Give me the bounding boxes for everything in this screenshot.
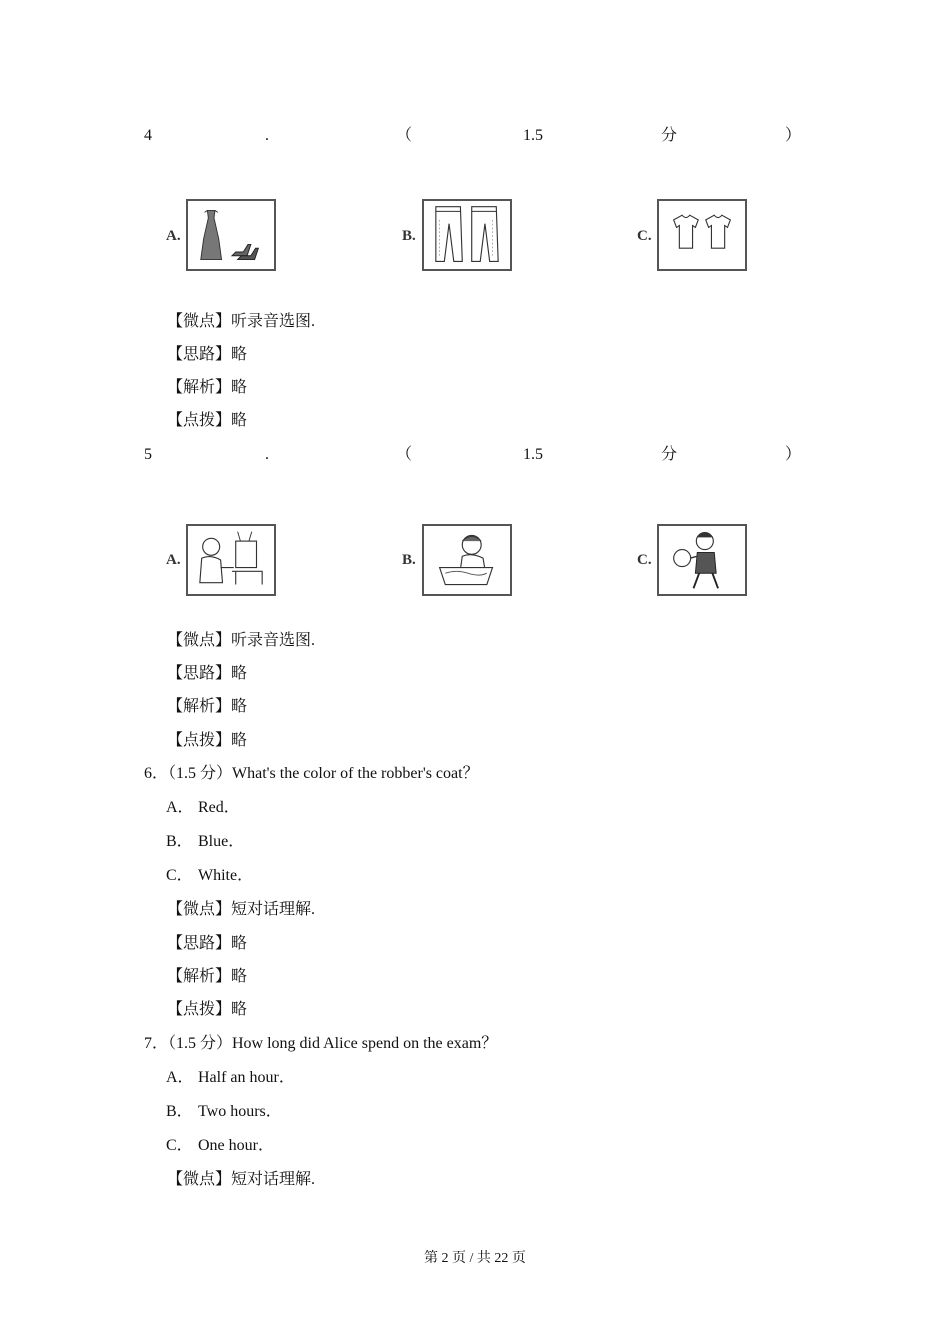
q4-number: 4	[144, 127, 152, 144]
q4-dot: .	[265, 127, 269, 144]
q7-note-keypoint: 【微点】短对话理解.	[167, 1171, 316, 1188]
q5-note-tip: 【点拨】略	[167, 732, 248, 749]
q6-note-approach: 【思路】略	[167, 935, 248, 952]
q4-option-a-label[interactable]: A.	[166, 228, 181, 244]
page-footer: 第 2 页 / 共 22 页	[424, 1251, 526, 1266]
q5-dot: .	[265, 446, 269, 463]
t-shirts-icon	[659, 201, 745, 269]
q4-note-keypoint: 【微点】听录音选图.	[167, 313, 316, 330]
q4-header	[0, 126, 950, 146]
q5-right-paren: ）	[785, 446, 802, 463]
q5-option-c-picture[interactable]	[657, 524, 747, 596]
q4-option-b-picture[interactable]	[422, 199, 512, 271]
q4-option-a-picture[interactable]	[186, 199, 276, 271]
playing-ball-icon	[659, 526, 745, 594]
q5-option-a-picture[interactable]	[186, 524, 276, 596]
q5-option-c-label[interactable]: C.	[637, 552, 652, 568]
q6-option-b-letter: B．	[166, 833, 193, 850]
q4-left-paren: （	[396, 127, 413, 144]
q5-note-approach: 【思路】略	[167, 665, 248, 682]
q7-option-a[interactable]	[166, 1068, 295, 1088]
q4-note-tip: 【点拨】略	[167, 412, 248, 429]
q7-option-a-letter: A．	[166, 1069, 194, 1086]
washing-clothes-icon	[424, 526, 510, 594]
q6-option-a[interactable]	[166, 798, 240, 818]
q6-option-a-letter: A．	[166, 799, 194, 816]
q4-option-c-picture[interactable]	[657, 199, 747, 271]
q7-option-c-text: One hour．	[198, 1137, 274, 1154]
q5-option-a-label[interactable]: A.	[166, 552, 181, 568]
q7-option-c-letter: C．	[166, 1137, 193, 1154]
dress-and-shoes-icon	[188, 201, 274, 269]
trousers-icon	[424, 201, 510, 269]
q5-option-b-label[interactable]: B.	[402, 552, 416, 568]
q6-option-b-text: Blue．	[198, 833, 245, 850]
q7-option-a-text: Half an hour．	[198, 1069, 295, 1086]
q7-option-b-text: Two hours．	[198, 1103, 282, 1120]
q4-option-b-label[interactable]: B.	[402, 228, 416, 244]
q5-note-analysis: 【解析】略	[167, 698, 248, 715]
q7-option-c[interactable]	[166, 1136, 274, 1156]
q7-option-b-letter: B．	[166, 1103, 193, 1120]
q5-number: 5	[144, 446, 152, 463]
q6-option-c-text: White．	[198, 867, 254, 884]
q5-header	[0, 445, 950, 465]
q6-option-a-text: Red．	[198, 799, 240, 816]
q5-option-b-picture[interactable]	[422, 524, 512, 596]
q6-stem: 6．（1.5 分）What's the color of the robber's coat？	[144, 765, 479, 782]
q6-note-tip: 【点拨】略	[167, 1001, 248, 1018]
q5-score-unit: 分	[661, 446, 678, 463]
q4-note-analysis: 【解析】略	[167, 379, 248, 396]
q6-note-keypoint: 【微点】短对话理解.	[167, 901, 316, 918]
cooking-icon	[188, 526, 274, 594]
q4-note-approach: 【思路】略	[167, 346, 248, 363]
q6-option-c[interactable]	[166, 866, 253, 886]
q6-option-b[interactable]	[166, 832, 244, 852]
q4-score-unit: 分	[661, 127, 678, 144]
q4-score: 1.5	[523, 127, 543, 144]
q7-stem: 7．（1.5 分）How long did Alice spend on the exam？	[144, 1035, 498, 1052]
q6-option-c-letter: C．	[166, 867, 193, 884]
q6-note-analysis: 【解析】略	[167, 968, 248, 985]
q4-right-paren: ）	[785, 127, 802, 144]
q7-option-b[interactable]	[166, 1102, 282, 1122]
q5-score: 1.5	[523, 446, 543, 463]
q4-option-c-label[interactable]: C.	[637, 228, 652, 244]
q5-left-paren: （	[396, 446, 413, 463]
q5-note-keypoint: 【微点】听录音选图.	[167, 632, 316, 649]
